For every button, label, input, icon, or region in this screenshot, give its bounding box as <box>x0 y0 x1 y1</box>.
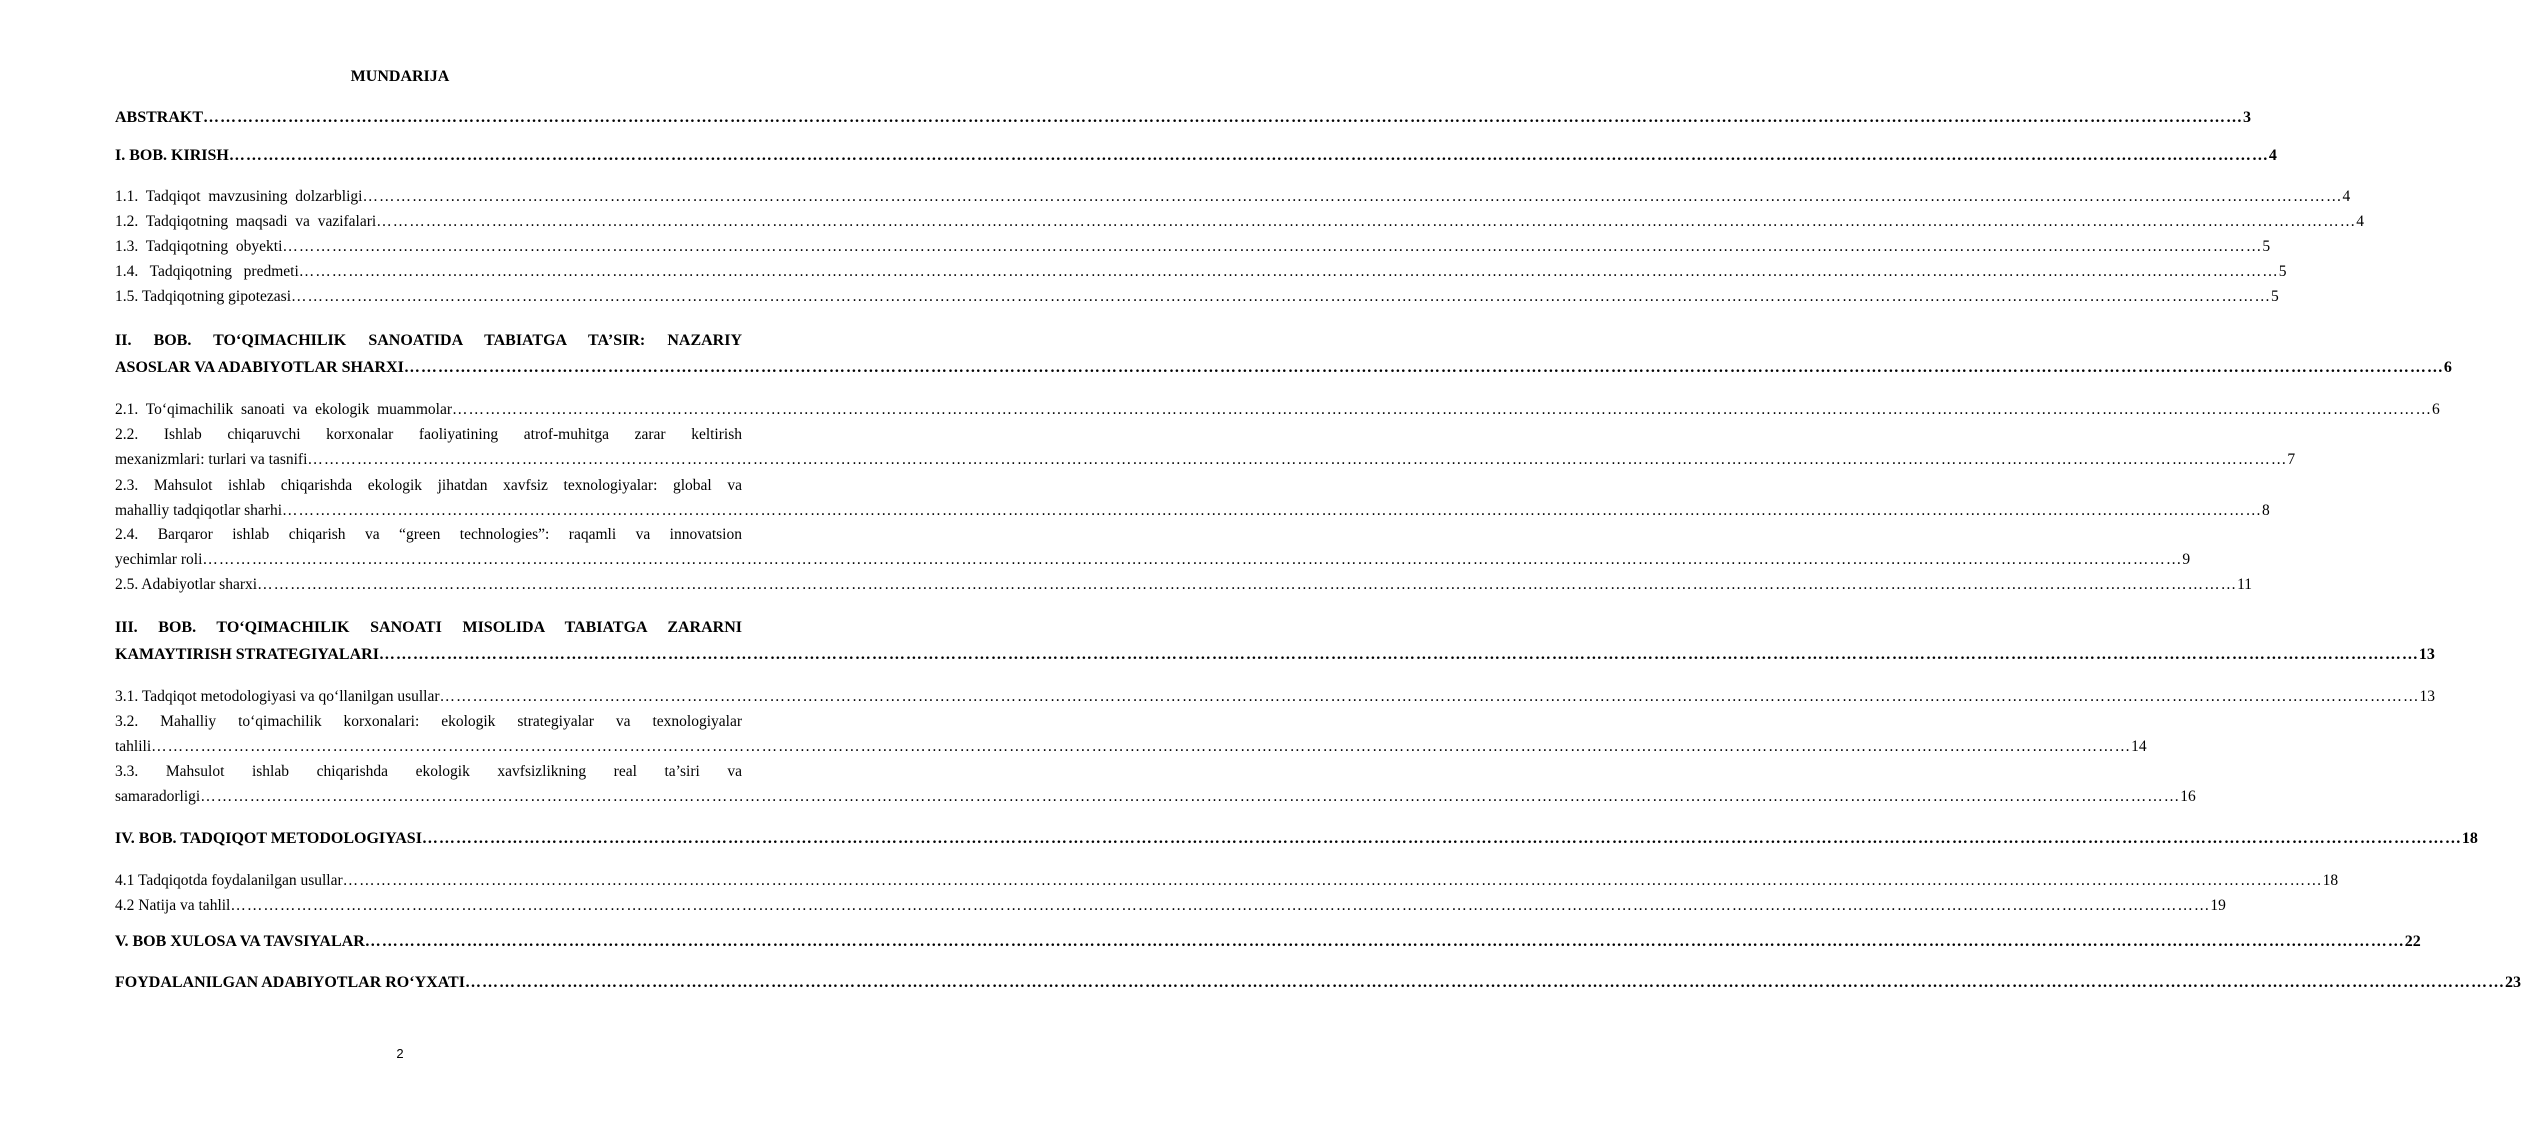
toc-section-4-2[interactable]: 4.2 Natija va tahlil ……………………………………………………………………………………………………………………………………………………………………………………………………………………………………………………………………………………………………………………………… 19 <box>115 897 2226 914</box>
toc-section-1-5[interactable]: 1.5. Tadqiqotning gipotezasi ……………………………………………………………………………………………………………………………………………………………………………………………………………………………………………………………………………………………………………………………… 5 <box>115 288 2279 305</box>
toc-title: MUNDARIJA <box>350 68 450 85</box>
toc-abstract[interactable]: ABSTRAKT ……………………………………………………………………………………………………………………………………………………………………………………………………………………………………………………………………………………………………………………………… 3 <box>115 109 2252 126</box>
toc-chapter-4[interactable]: IV. BOB. TADQIQOT METODOLOGIYASI ……………………………………………………………………………………………………………………………………………………………………………………………………………………………………………………………………………………………………………………………… 18 <box>115 830 2478 847</box>
toc-section-1-1[interactable]: 1.1. Tadqiqot mavzusining dolzarbligi ……………………………………………………………………………………………………………………………………………………………………………………………………………………………………………………………………………………………………………………………… 4 <box>115 188 2351 205</box>
toc-section-1-3[interactable]: 1.3. Tadqiqotning obyekti ……………………………………………………………………………………………………………………………………………………………………………………………………………………………………………………………………………………………………………………………… 5 <box>115 238 2271 255</box>
toc-chapter-1[interactable]: I. BOB. KIRISH ……………………………………………………………………………………………………………………………………………………………………………………………………………………………………………………………………………………………………………………………… 4 <box>115 147 2277 164</box>
toc-chapter-2[interactable]: II. BOB. TO‘QIMACHILIK SANOATIDA TABIATGA TA’SIR: NAZARIY ASOSLAR VA ADABIYOTLAR SHARXI ……………………………………………………………………………………………………………………………………………………………………………………………………………………………………………………………………………………………………………………………… 6 <box>115 332 2452 376</box>
toc-section-3-2[interactable]: 3.2. Mahalliy to‘qimachilik korxonalari: ekologik strategiyalar va texnologiyalar tahlili ……………………………………………………………………………………………………………………………………………………………………………………………………………………………………………………………………………………………………………………………… 14 <box>115 713 2147 755</box>
toc-section-2-2[interactable]: 2.2. Ishlab chiqaruvchi korxonalar faoliyatining atrof-muhitga zarar keltirish mexanizmlari: turlari va tasnifi ……………………………………………………………………………………………………………………………………………………………………………………………………………………………………………………………………………………………………………………………… 7 <box>115 426 2296 468</box>
page-number: 2 <box>396 1046 404 1061</box>
toc-section-2-3[interactable]: 2.3. Mahsulot ishlab chiqarishda ekologik jihatdan xavfsiz texnologiyalar: global va mahalliy tadqiqotlar sharhi ……………………………………………………………………………………………………………………………………………………………………………………………………………………………………………………………………………………………………………………………… 8 <box>115 477 2270 519</box>
toc-chapter-5[interactable]: V. BOB XULOSA VA TAVSIYALAR ……………………………………………………………………………………………………………………………………………………………………………………………………………………………………………………………………………………………………………………………… 22 <box>115 933 2421 950</box>
toc-chapter-3[interactable]: III. BOB. TO‘QIMACHILIK SANOATI MISOLIDA TABIATGA ZARARNI KAMAYTIRISH STRATEGIYALARI ……………………………………………………………………………………………………………………………………………………………………………………………………………………………………………………………………………………………………………………………… 13 <box>115 619 2435 663</box>
toc-section-2-1[interactable]: 2.1. To‘qimachilik sanoati va ekologik muammolar ……………………………………………………………………………………………………………………………………………………………………………………………………………………………………………………………………………………………………………………………… 6 <box>115 401 2440 418</box>
toc-section-3-1[interactable]: 3.1. Tadqiqot metodologiyasi va qo‘llanilgan usullar ……………………………………………………………………………………………………………………………………………………………………………………………………………………………………………………………………………………………………………………………… 13 <box>115 688 2436 705</box>
toc-section-1-2[interactable]: 1.2. Tadqiqotning maqsadi va vazifalari ……………………………………………………………………………………………………………………………………………………………………………………………………………………………………………………………………………………………………………………………… 4 <box>115 213 2364 230</box>
toc-section-3-3[interactable]: 3.3. Mahsulot ishlab chiqarishda ekologik xavfsizlikning real ta’siri va samaradorligi ……………………………………………………………………………………………………………………………………………………………………………………………………………………………………………………………………………………………………………………………… 16 <box>115 763 2196 805</box>
toc-references[interactable]: FOYDALANILGAN ADABIYOTLAR RO‘YXATI ……………………………………………………………………………………………………………………………………………………………………………………………………………………………………………………………………………………………………………………………… 23 <box>115 974 2521 991</box>
toc-section-1-4[interactable]: 1.4. Tadqiqotning predmeti ……………………………………………………………………………………………………………………………………………………………………………………………………………………………………………………………………………………………………………………………… 5 <box>115 263 2287 280</box>
toc-section-4-1[interactable]: 4.1 Tadqiqotda foydalanilgan usullar ……………………………………………………………………………………………………………………………………………………………………………………………………………………………………………………………………………………………………………………………… 18 <box>115 872 2339 889</box>
toc-section-2-5[interactable]: 2.5. Adabiyotlar sharxi ……………………………………………………………………………………………………………………………………………………………………………………………………………………………………………………………………………………………………………………………… 11 <box>115 576 2252 593</box>
toc-section-2-4[interactable]: 2.4. Barqaror ishlab chiqarish va “green technologies”: raqamli va innovatsion yechimlar roli ……………………………………………………………………………………………………………………………………………………………………………………………………………………………………………………………………………………………………………………………… 9 <box>115 526 2191 568</box>
